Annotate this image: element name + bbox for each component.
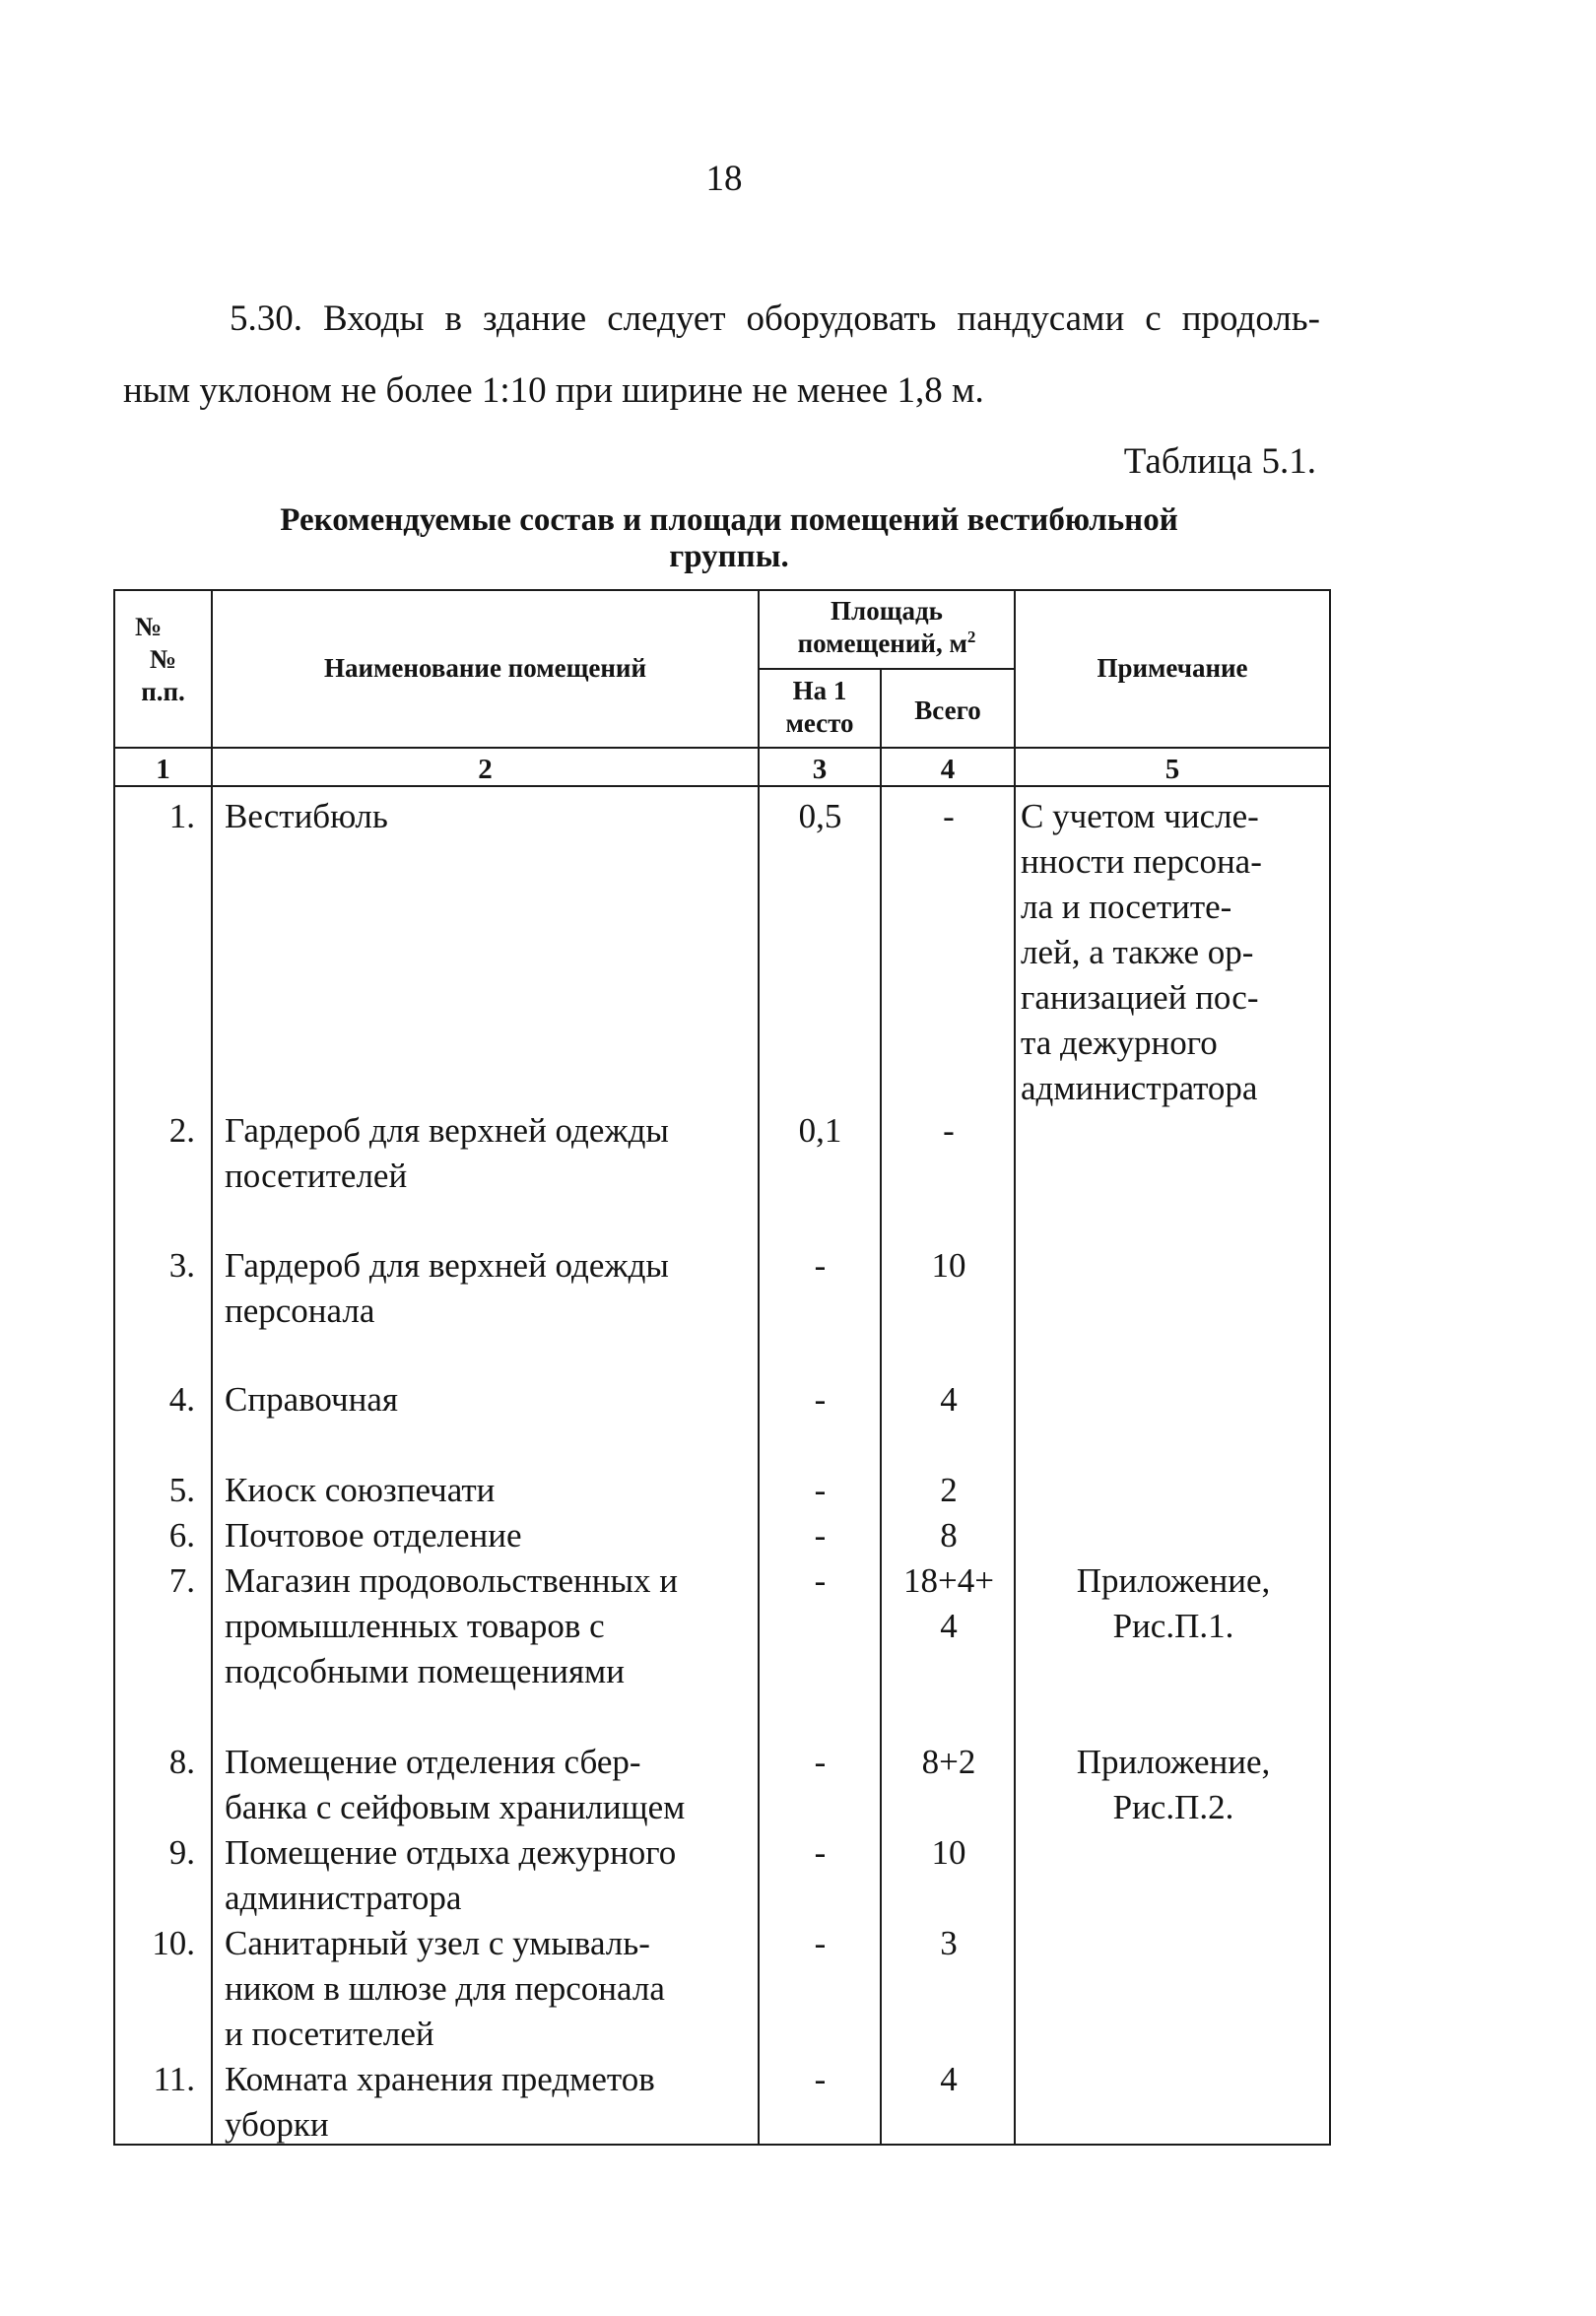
- row-name: Комната хранения предметов уборки: [225, 2060, 655, 2144]
- column-number-1: 1: [156, 754, 170, 785]
- row-per-place: 0,1: [798, 1111, 842, 1150]
- row-number: 4.: [168, 1380, 195, 1419]
- row-total: 4: [940, 1380, 958, 1419]
- header-area-superscript: 2: [966, 627, 976, 646]
- table-title-line-1: Рекомендуемые состав и площади помещений вестибюльной: [280, 502, 1178, 538]
- row-number: 7.: [168, 1561, 195, 1600]
- row-per-place: -: [814, 1924, 827, 1962]
- row-name: Почтовое отделение: [225, 1516, 522, 1555]
- row-name: Киоск союзпечати: [225, 1471, 496, 1509]
- header-per-place: [760, 675, 880, 740]
- row-per-place: -: [814, 1743, 827, 1781]
- row-total: 10: [931, 1833, 966, 1872]
- column-number-5: 5: [1164, 754, 1180, 785]
- row-name: Вестибюль: [225, 797, 388, 835]
- row-total: 4: [940, 2060, 958, 2098]
- row-number: 5.: [168, 1471, 195, 1509]
- row-total: -: [943, 797, 955, 835]
- header-note: Примечание: [1097, 653, 1248, 683]
- page-number: 18: [705, 159, 743, 199]
- row-name: Справочная: [225, 1380, 398, 1419]
- header-area: [760, 595, 1014, 660]
- table-top-border: [113, 589, 1331, 591]
- row-number: 10.: [152, 1924, 195, 1962]
- area-header-divider: [760, 668, 1014, 670]
- row-note: Приложение, Рис.П.1.: [1076, 1561, 1271, 1645]
- header-name: Наименование помещений: [323, 653, 647, 683]
- row-number: 11.: [153, 2060, 195, 2098]
- header-per-place-line-1: На 1: [792, 676, 847, 705]
- row-name: Магазин продовольственных и промышленных товаров с подсобными помещениями: [225, 1561, 679, 1690]
- row-total: 8+2: [921, 1743, 976, 1781]
- row-per-place: -: [814, 1561, 827, 1600]
- header-number-line-3: п.п.: [141, 676, 185, 706]
- row-note: Приложение, Рис.П.2.: [1076, 1743, 1271, 1826]
- column-number-4: 4: [940, 754, 956, 785]
- column-divider-4: [1014, 589, 1016, 2146]
- row-per-place: -: [814, 1246, 827, 1285]
- row-per-place: -: [814, 1380, 827, 1419]
- row-name: Санитарный узел с умываль- ником в шлюзе для персонала и посетителей: [225, 1924, 665, 2053]
- row-name: Гардероб для верхней одежды посетителей: [225, 1111, 669, 1195]
- row-name: Помещение отдыха дежурного администратора: [225, 1833, 677, 1917]
- paragraph-line-1: 5.30. Входы в здание следует оборудовать пандусами с продоль-: [230, 298, 1320, 339]
- row-number: 1.: [168, 797, 195, 835]
- paragraph-line-2: ным уклоном не более 1:10 при ширине не менее 1,8 м.: [123, 370, 984, 411]
- row-number: 8.: [168, 1743, 195, 1781]
- row-name: Помещение отделения сбер- банка с сейфовым хранилищем: [225, 1743, 686, 1826]
- row-per-place: -: [814, 1471, 827, 1509]
- row-total: 8: [940, 1516, 958, 1555]
- column-number-3: 3: [812, 754, 828, 785]
- row-total: -: [943, 1111, 955, 1150]
- header-area-line-2: [760, 628, 1014, 660]
- row-per-place: -: [814, 1516, 827, 1555]
- row-total: 2: [940, 1471, 958, 1509]
- row-number: 3.: [168, 1246, 195, 1285]
- row-per-place: 0,5: [798, 797, 842, 835]
- row-per-place: -: [814, 1833, 827, 1872]
- row-total: 10: [931, 1246, 966, 1285]
- header-number: [115, 611, 211, 708]
- row-number: 6.: [168, 1516, 195, 1555]
- header-number-line-1: №: [135, 612, 163, 641]
- table-title: [172, 502, 1286, 576]
- header-bottom-border: [113, 747, 1331, 749]
- header-per-place-line-2: место: [785, 707, 854, 738]
- row-name: Гардероб для верхней одежды персонала: [225, 1246, 669, 1330]
- row-total: 3: [940, 1924, 958, 1962]
- row-per-place: -: [814, 2060, 827, 2098]
- table-title-line-2: группы.: [669, 539, 789, 575]
- header-number-line-2: №: [149, 643, 177, 674]
- table-reference: Таблица 5.1.: [1123, 441, 1316, 482]
- row-number: 2.: [168, 1111, 195, 1150]
- row-note: С учетом числе- нности персона- ла и посетите- лей, а также ор- ганизацией пос- та дежурного администратора: [1021, 797, 1262, 1107]
- table-right-border: [1329, 589, 1331, 2146]
- row-total: 18+4+ 4: [903, 1561, 994, 1645]
- header-total: Всего: [914, 695, 981, 725]
- row-number: 9.: [168, 1833, 195, 1872]
- header-area-unit: помещений, м: [797, 628, 967, 658]
- header-area-line-1: Площадь: [831, 596, 943, 626]
- column-number-2: 2: [478, 754, 493, 785]
- column-divider-1: [211, 589, 213, 2146]
- table-left-border: [113, 589, 115, 2146]
